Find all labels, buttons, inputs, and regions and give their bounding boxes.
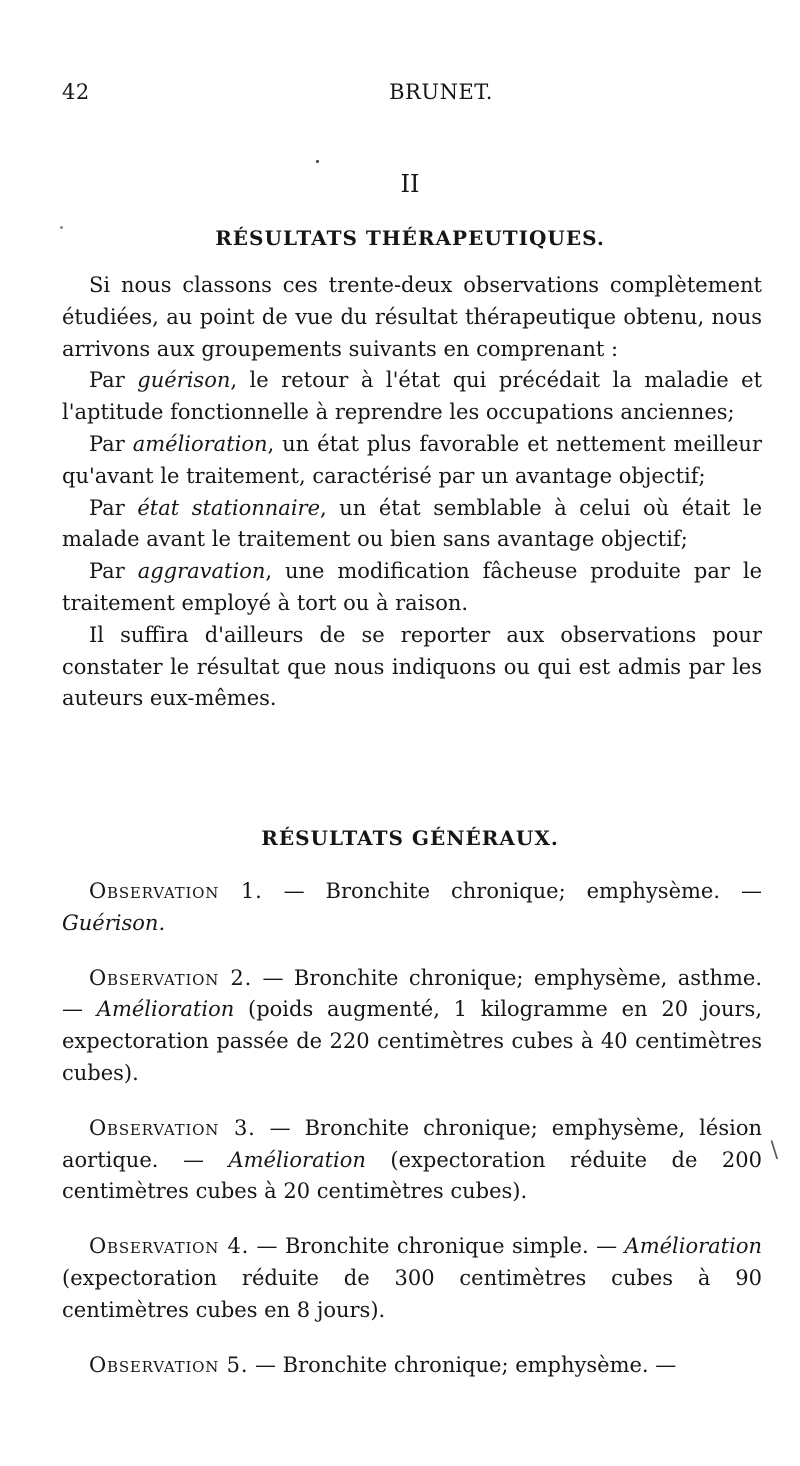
- margin-mark: \: [770, 1138, 778, 1163]
- definition-term: amélioration: [132, 431, 268, 456]
- definition-term: aggravation: [137, 559, 266, 584]
- definition-aggravation: [62, 556, 762, 620]
- definition-lead: Par: [89, 431, 133, 456]
- observation-diagnosis: — Bronchite chronique; emphysème, asthme. —: [62, 965, 762, 1022]
- observation-details: (expectoration réduite de 300 centimètres cubes à 90 centimètres cubes en 8 jours).: [62, 1265, 762, 1322]
- print-speck: [316, 160, 319, 163]
- observation-diagnosis: — Bronchite chronique simple. —: [249, 1234, 625, 1259]
- general-results-title: RÉSULTATS GÉNÉRAUX.: [261, 826, 559, 850]
- observation-details: (expectoration réduite de 200 centimètres cubes à 20 centimètres cubes).: [62, 1147, 762, 1204]
- definition-text: , une modification fâcheuse produite par le traitement employé à tort ou à raison.: [62, 559, 763, 615]
- observations-list: [62, 876, 762, 1404]
- page-number: 42: [62, 80, 90, 104]
- definition-amelioration: [62, 429, 762, 493]
- observation-item: [62, 876, 762, 940]
- definition-guerison: [62, 365, 762, 429]
- definition-term: guérison: [137, 368, 231, 393]
- observation-result: Guérison: [62, 910, 159, 935]
- running-title: BRUNET.: [389, 80, 493, 104]
- observation-label: Observation 1.: [89, 879, 263, 903]
- observation-item: [62, 1350, 762, 1382]
- page-header: [62, 80, 760, 114]
- observation-label: Observation 5.: [89, 1352, 249, 1377]
- observation-diagnosis: — Bronchite chronique; emphysème, lésion aortique. —: [62, 1115, 762, 1172]
- intro-paragraph: Si nous classons ces trente-deux observations complètement étudiées, au point de vue du résultat thérapeutique obtenu, nous arrivons aux groupements suivants en comprenant :: [62, 273, 762, 361]
- closing-paragraph: Il suffira d'ailleurs de se reporter aux observations pour constater le résultat que nous indiquons ou qui est admis par les auteurs eux-mêmes.: [62, 622, 762, 711]
- definition-text: , un état semblable à celui où était le malade avant le traitement ou bien sans avantage objectif;: [62, 495, 763, 552]
- observation-result: Amélioration: [228, 1147, 366, 1172]
- definition-text: , un état plus favorable et nettement meilleur qu'avant le traitement, caractérisé par un avantage objectif;: [62, 431, 762, 488]
- observation-label: Observation 2.: [89, 965, 253, 990]
- section-title: RÉSULTATS THÉRAPEUTIQUES.: [215, 226, 605, 250]
- observation-label: Observation 3.: [89, 1115, 256, 1140]
- observation-diagnosis: — Bronchite chronique; emphysème. —: [248, 1352, 677, 1377]
- observation-result: Amélioration: [624, 1234, 762, 1259]
- observation-label: Observation 4.: [89, 1234, 250, 1259]
- definition-term: état stationnaire: [137, 495, 321, 520]
- section-number: II: [400, 170, 420, 198]
- observation-item: [62, 1113, 762, 1208]
- observation-result: Amélioration: [96, 997, 235, 1022]
- observation-item: [62, 1231, 762, 1326]
- observation-item: [62, 963, 762, 1090]
- definition-stationnaire: [62, 493, 762, 557]
- definition-text: , le retour à l'état qui précédait la maladie et l'aptitude fonctionnelle à reprendre les occupations anciennes;: [62, 368, 763, 425]
- definition-lead: Par: [89, 559, 138, 584]
- observation-details: .: [158, 910, 166, 935]
- intro-text: [62, 270, 762, 715]
- definition-lead: Par: [89, 368, 138, 393]
- observation-diagnosis: — Bronchite chronique; emphysème. —: [262, 879, 762, 903]
- definition-lead: Par: [89, 495, 138, 520]
- observation-details: (poids augmenté, 1 kilogramme en 20 jours, expectoration passée de 220 centimètres cubes à 40 centimètres cubes).: [62, 997, 762, 1085]
